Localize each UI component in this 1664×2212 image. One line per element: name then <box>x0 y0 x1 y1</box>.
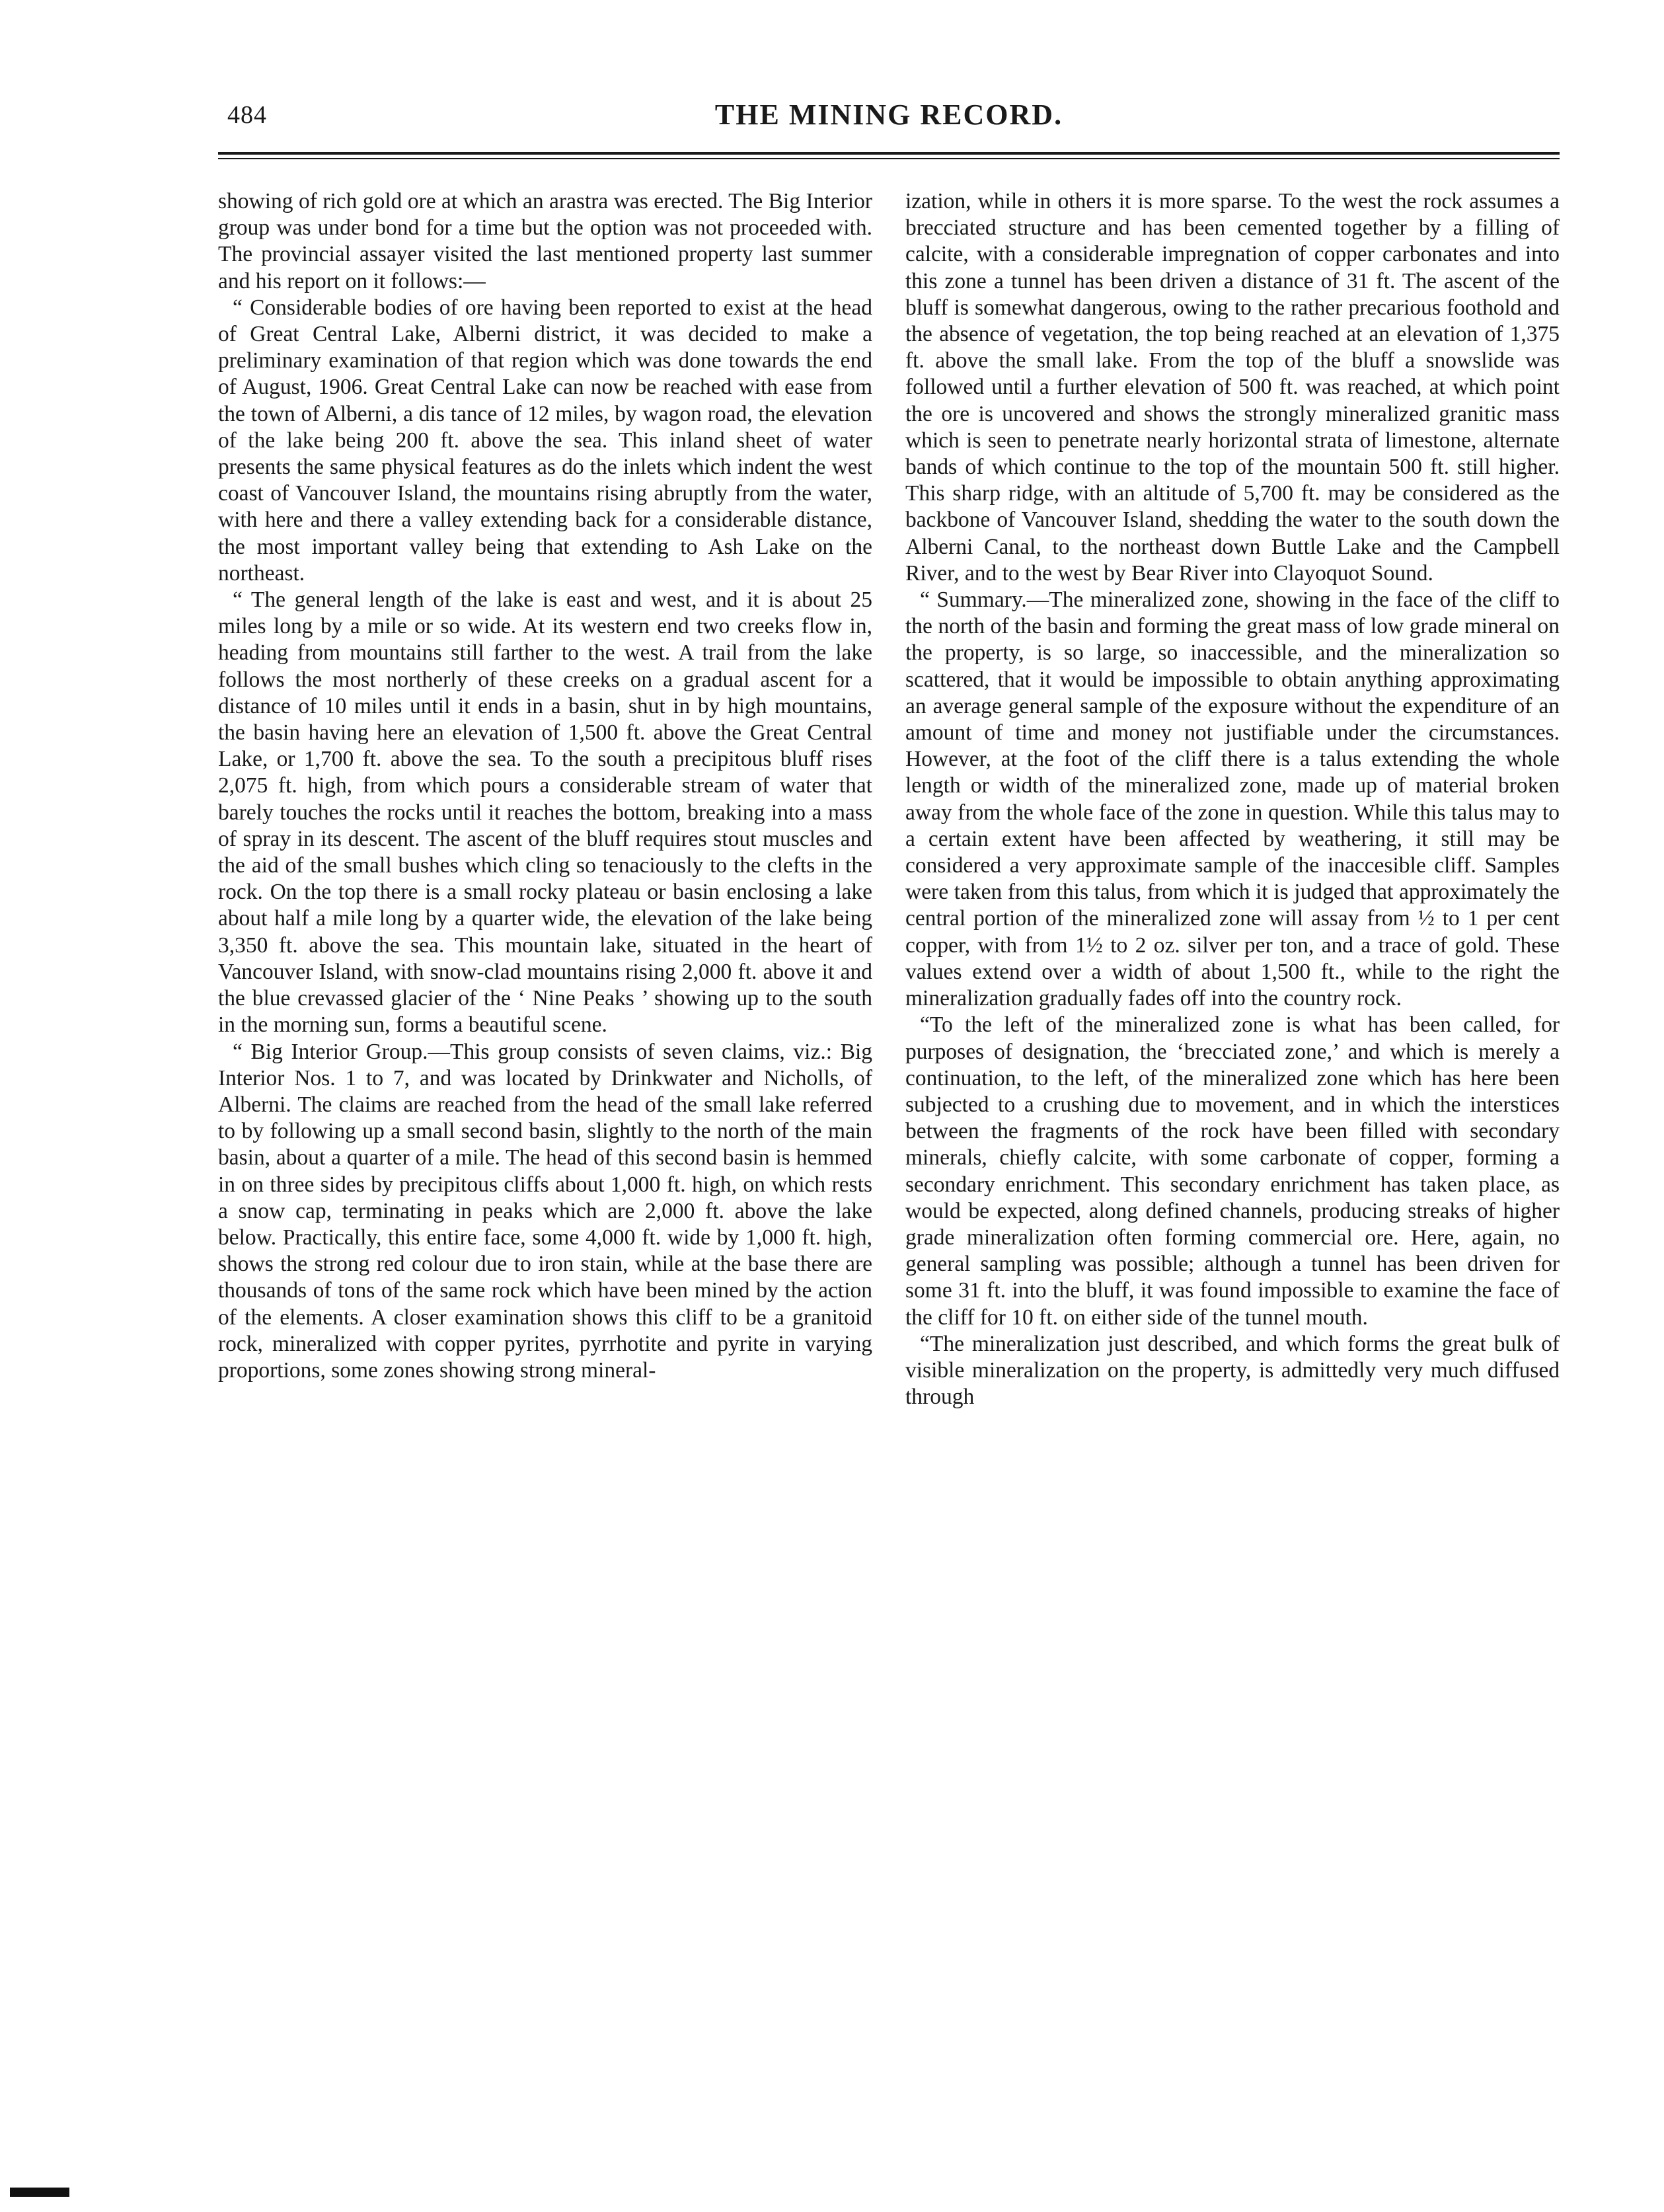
header-rule-thick <box>218 152 1560 155</box>
paragraph: “The mineralization just described, and which forms the great bulk of visible mineralization on the property, is admittedly very much diffused through <box>905 1331 1560 1410</box>
right-column <box>905 188 1560 1410</box>
journal-title: THE MINING RECORD. <box>714 98 1063 131</box>
paragraph: ization, while in others it is more sparse. To the west the rock assumes a brecciated structure and has been cemented together by a filling of calcite, with a considerable impregnation of copper carbonates and into this zone a tunnel has been driven a distance of 31 ft. The ascent of the bluff is somewhat dangerous, owing to the rather precarious foothold and the absence of vegetation, the top being reached at an elevation of 1,375 ft. above the small lake. From the top of the bluff a snowslide was followed until a further elevation of 500 ft. was reached, at which point the ore is uncovered and shows the strongly mineralized granitic mass which is seen to penetrate nearly horizontal strata of limestone, alternate bands of which continue to the top of the mountain 500 ft. still higher. This sharp ridge, with an altitude of 5,700 ft. may be considered as the backbone of Vancouver Island, shedding the water to the south down the Alberni Canal, to the northeast down Buttle Lake and the Campbell River, and to the west by Bear River into Clayoquot Sound. <box>905 189 1560 586</box>
paragraph: “ Considerable bodies of ore having been reported to exist at the head of Great Central Lake, Alberni district, it was decided to make a preliminary examination of that region which was done towards the end of August, 1906. Great Central Lake can now be reached with ease from the town of Alberni, a dis tance of 12 miles, by wagon road, the elevation of the lake being 200 ft. above the sea. This inland sheet of water presents the same physical features as do the inlets which indent the west coast of Vancouver Island, the mountains rising abruptly from the water, with here and there a valley extending back for a considerable distance, the most important valley being that extending to Ash Lake on the northeast. <box>218 295 872 586</box>
margin-mark <box>10 2188 69 2197</box>
paragraph: “ Summary.—The mineralized zone, showing in the face of the cliff to the north of the basin and forming the great mass of low grade mineral on the property, is so large, so inaccessible, and the mineralization so scattered, that it would be impossible to obtain anything approximating an average general sample of the exposure without the expenditure of an amount of time and money not justifiable under the circumstances. However, at the foot of the cliff there is a talus extending the whole length or width of the mineralized zone, made up of material broken away from the whole face of the zone in question. While this talus may to a certain extent have been affected by weathering, it still may be considered a very approximate sample of the inaccesible cliff. Samples were taken from this talus, from which it is judged that approximately the central portion of the mineralized zone will assay from ½ to 1 per cent copper, with from 1½ to 2 oz. silver per ton, and a trace of gold. These values extend over a width of about 1,500 ft., while to the right the mineralization gradually fades off into the country rock. <box>905 588 1560 1011</box>
page-number: 484 <box>227 101 267 129</box>
paragraph: “ Big Interior Group.—This group consists of seven claims, viz.: Big Interior Nos. 1 to 7, and was located by Drinkwater and Nicholls, of Alberni. The claims are reached from the head of the small lake referred to by following up a small second basin, slightly to the north of the main basin, about a quarter of a mile. The head of this second basin is hemmed in on three sides by precipitous cliffs about 1,000 ft. high, on which rests a snow cap, terminating in peaks which are 2,000 ft. above the lake below. Practically, this entire face, some 4,000 ft. wide by 1,000 ft. high, shows the strong red colour due to iron stain, while at the base there are thousands of tons of the same rock which have been mined by the action of the elements. A closer examination shows this cliff to be a granitoid rock, mineralized with copper pyrites, pyrrhotite and pyrite in varying proportions, some zones showing strong mineral- <box>218 1039 872 1383</box>
paragraph: “ The general length of the lake is east and west, and it is about 25 miles long by a mile or so wide. At its western end two creeks flow in, heading from mountains still farther to the west. A trail from the lake follows the most northerly of these creeks on a gradual ascent for a distance of 10 miles until it ends in a basin, shut in by high mountains, the basin having here an elevation of 1,500 ft. above the Great Central Lake, or 1,700 ft. above the sea. To the south a precipitous bluff rises 2,075 ft. high, from which pours a considerable stream of water that barely touches the rocks until it reaches the bottom, breaking into a mass of spray in its descent. The ascent of the bluff requires stout muscles and the aid of the small bushes which cling so tenaciously to the clefts in the rock. On the top there is a small rocky plateau or basin enclosing a lake about half a mile long by a quarter wide, the elevation of the lake being 3,350 ft. above the sea. This mountain lake, situated in the heart of Vancouver Island, with snow-clad mountains rising 2,000 ft. above it and the blue crevassed glacier of the ‘ Nine Peaks ’ showing up to the south in the morning sun, forms a beautiful scene. <box>218 588 872 1038</box>
paragraph: “To the left of the mineralized zone is what has been called, for purposes of designation, the ‘brecciated zone,’ and which is merely a continuation, to the left, of the mineralized zone which has here been subjected to a crushing due to movement, and in which the interstices between the fragments of the rock have been filled with secondary minerals, chiefly calcite, with some carbonate of copper, forming a secondary enrichment. This secondary enrichment has taken place, as would be expected, along defined channels, producing streaks of higher grade mineralization often forming commercial ore. Here, again, no general sampling was possible; although a tunnel has been driven for some 31 ft. into the bluff, it was found impossible to examine the face of the cliff for 10 ft. on either side of the tunnel mouth. <box>905 1012 1560 1330</box>
left-column <box>218 188 872 1384</box>
paragraph: showing of rich gold ore at which an arastra was erected. The Big Interior group was under bond for a time but the option was not proceeded with. The provincial assayer visited the last mentioned property last summer and his report on it follows:— <box>218 189 872 293</box>
header-rule-thin <box>218 158 1560 159</box>
page-header <box>218 100 1560 147</box>
